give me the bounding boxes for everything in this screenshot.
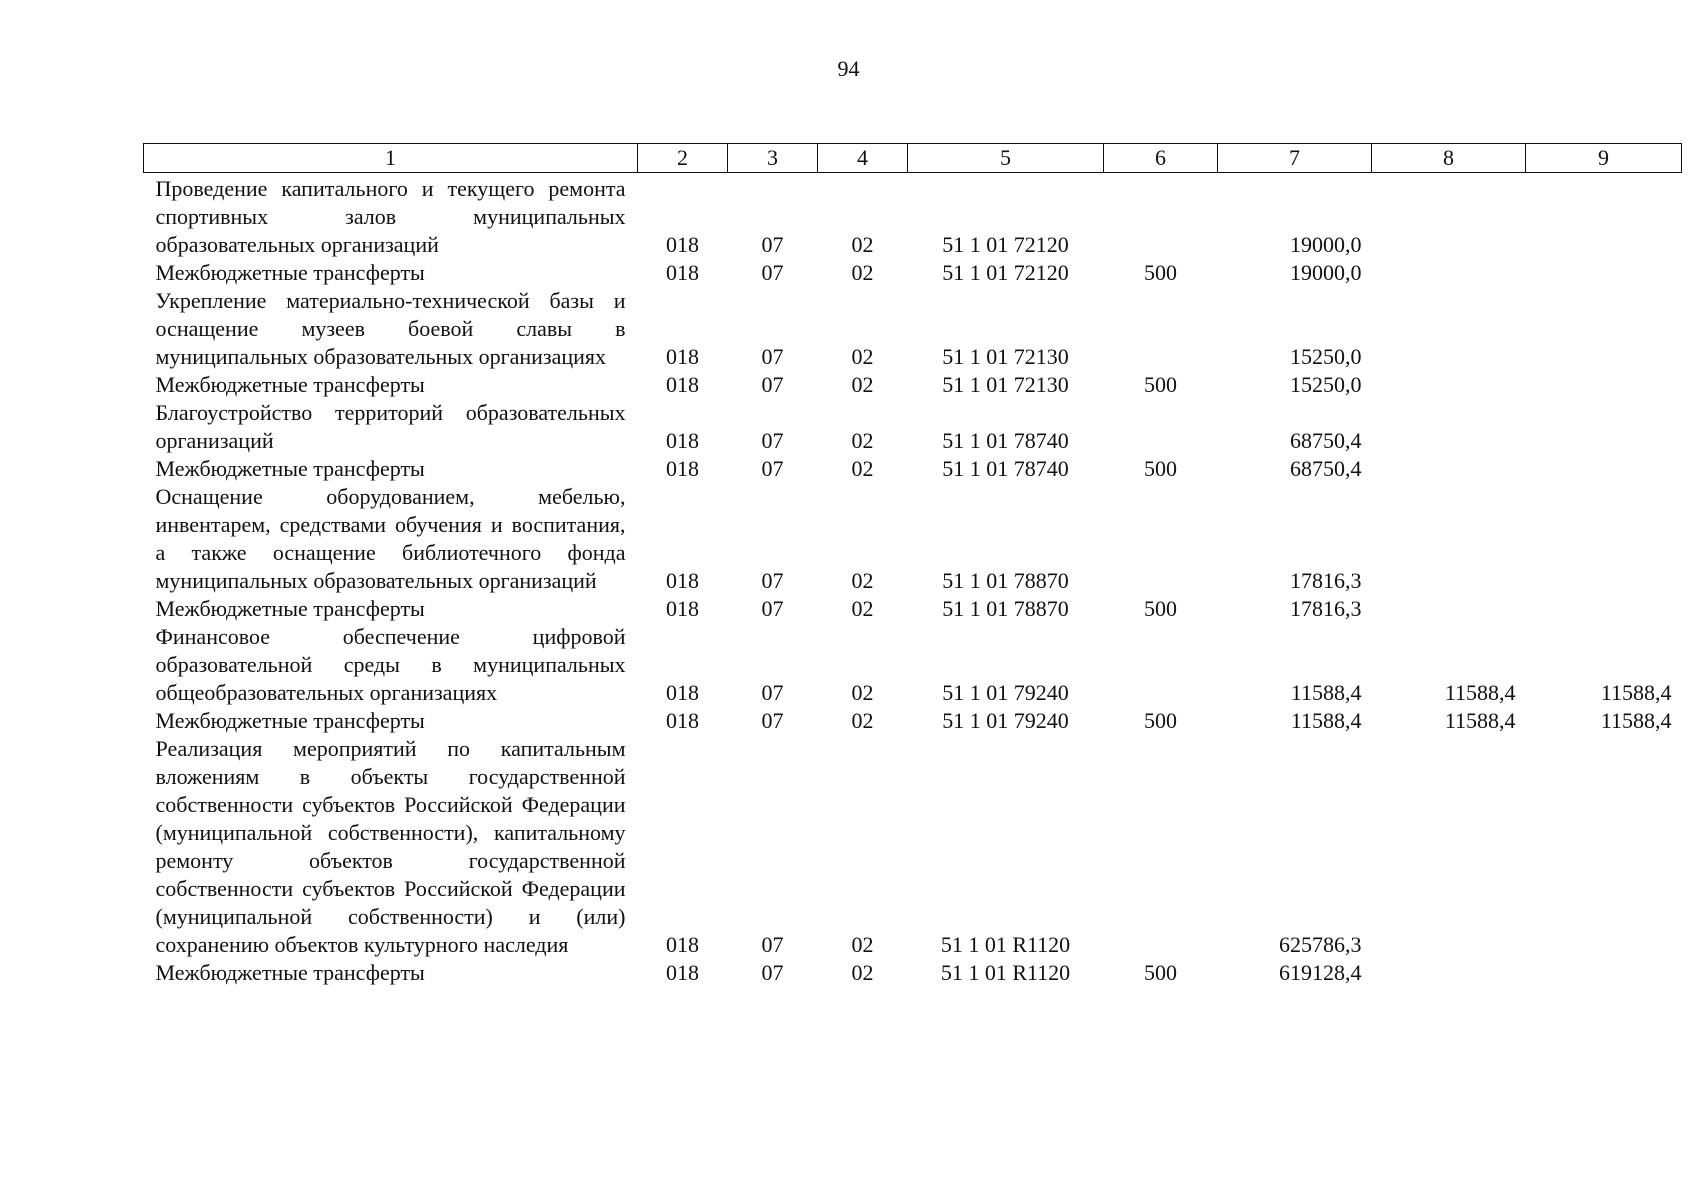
row-amount-col7: 11588,4 [1290, 708, 1362, 733]
row-amount-col7: 19000,0 [1290, 232, 1362, 257]
row-expense-type [1104, 483, 1218, 595]
row-ministry-code: 018 [666, 680, 699, 705]
row-section-code: 07 [761, 596, 784, 621]
table-row [144, 483, 1682, 595]
row-amount-col8: 11588,4 [1444, 680, 1516, 705]
row-amount-col7: 15250,0 [1290, 372, 1362, 397]
row-ministry-code: 018 [666, 932, 699, 957]
row-expense-type [1104, 735, 1218, 959]
row-target-code: 51 1 01 78870 [942, 568, 1069, 593]
row-name: Межбюджетные трансферты [155, 260, 425, 285]
row-section-code: 07 [761, 960, 784, 985]
row-target-code: 51 1 01 79240 [942, 680, 1069, 705]
row-expense-type: 500 [1144, 596, 1177, 621]
row-amount-col7: 619128,4 [1279, 960, 1362, 985]
header-col-2: 2 [638, 144, 728, 173]
row-amount-col9 [1526, 173, 1682, 260]
row-amount-col8 [1372, 735, 1526, 959]
row-expense-type [1104, 399, 1218, 455]
row-amount-col7: 68750,4 [1290, 428, 1362, 453]
row-name: Межбюджетные трансферты [155, 456, 425, 481]
row-name: Реализация мероприятий по капитальным вложениям в объекты государственной собственности субъектов Российской Федерации (муниципальной собственности), капитальному ремонту объектов государственной собственности субъектов Российской Федерации (муниципальной собственности) и (или) сохранению объектов культурного наследия [155, 736, 626, 957]
row-target-code: 51 1 01 79240 [942, 708, 1069, 733]
row-amount-col9 [1526, 399, 1682, 455]
page-number: 94 [837, 56, 860, 81]
row-amount-col7: 17816,3 [1290, 568, 1362, 593]
row-target-code: 51 1 01 78740 [942, 456, 1069, 481]
row-amount-col8 [1372, 399, 1526, 455]
row-amount-col7: 15250,0 [1290, 344, 1362, 369]
row-ministry-code: 018 [666, 960, 699, 985]
row-name: Межбюджетные трансферты [155, 596, 425, 621]
row-amount-col8: 11588,4 [1444, 708, 1516, 733]
row-expense-type: 500 [1144, 708, 1177, 733]
row-amount-col8 [1372, 595, 1526, 623]
row-section-code: 07 [761, 260, 784, 285]
row-section-code: 07 [761, 428, 784, 453]
row-target-code: 51 1 01 72130 [942, 372, 1069, 397]
row-name: Межбюджетные трансферты [155, 708, 425, 733]
row-target-code: 51 1 01 R1120 [940, 932, 1071, 957]
row-amount-col7: 19000,0 [1290, 260, 1362, 285]
row-expense-type [1104, 173, 1218, 260]
row-expense-type: 500 [1144, 260, 1177, 285]
row-ministry-code: 018 [666, 428, 699, 453]
row-subsection-code: 02 [851, 344, 874, 369]
row-section-code: 07 [761, 456, 784, 481]
row-name: Межбюджетные трансферты [155, 960, 425, 985]
row-expense-type: 500 [1144, 456, 1177, 481]
row-subsection-code: 02 [851, 932, 874, 957]
header-col-9: 9 [1526, 144, 1682, 173]
row-section-code: 07 [761, 568, 784, 593]
header-col-7: 7 [1218, 144, 1372, 173]
row-amount-col9: 11588,4 [1600, 680, 1672, 705]
table-row [144, 959, 1682, 987]
row-target-code: 51 1 01 72120 [942, 232, 1069, 257]
row-name: Межбюджетные трансферты [155, 372, 425, 397]
row-name: Оснащение оборудованием, мебелью, инвентарем, средствами обучения и воспитания, а также оснащение библиотечного фонда муниципальных образовательных организаций [155, 484, 626, 593]
row-subsection-code: 02 [851, 372, 874, 397]
row-target-code: 51 1 01 72120 [942, 260, 1069, 285]
row-name: Проведение капитального и текущего ремонта спортивных залов муниципальных образовательных организаций [155, 176, 626, 257]
header-col-8: 8 [1372, 144, 1526, 173]
row-amount-col7: 68750,4 [1290, 456, 1362, 481]
row-amount-col9 [1526, 959, 1682, 987]
row-amount-col8 [1372, 259, 1526, 287]
row-section-code: 07 [761, 232, 784, 257]
table-row [144, 707, 1682, 735]
row-ministry-code: 018 [666, 344, 699, 369]
row-amount-col8 [1372, 455, 1526, 483]
budget-table [143, 143, 1682, 987]
table-row [144, 735, 1682, 959]
row-subsection-code: 02 [851, 596, 874, 621]
row-amount-col7: 17816,3 [1290, 596, 1362, 621]
row-amount-col9 [1526, 595, 1682, 623]
table-row [144, 399, 1682, 455]
header-col-3: 3 [728, 144, 818, 173]
header-col-4: 4 [818, 144, 908, 173]
row-ministry-code: 018 [666, 260, 699, 285]
row-ministry-code: 018 [666, 568, 699, 593]
row-ministry-code: 018 [666, 596, 699, 621]
row-target-code: 51 1 01 72130 [942, 344, 1069, 369]
table-row [144, 455, 1682, 483]
row-target-code: 51 1 01 78870 [942, 596, 1069, 621]
row-amount-col8 [1372, 959, 1526, 987]
row-amount-col9 [1526, 483, 1682, 595]
row-amount-col9: 11588,4 [1600, 708, 1672, 733]
row-amount-col8 [1372, 173, 1526, 260]
table-row [144, 173, 1682, 260]
row-subsection-code: 02 [851, 960, 874, 985]
row-subsection-code: 02 [851, 456, 874, 481]
table-row [144, 259, 1682, 287]
header-col-5: 5 [908, 144, 1104, 173]
row-amount-col9 [1526, 259, 1682, 287]
row-section-code: 07 [761, 932, 784, 957]
row-ministry-code: 018 [666, 708, 699, 733]
row-subsection-code: 02 [851, 428, 874, 453]
row-amount-col9 [1526, 287, 1682, 371]
row-subsection-code: 02 [851, 568, 874, 593]
table-row [144, 595, 1682, 623]
row-name: Благоустройство территорий образовательных организаций [155, 400, 626, 453]
row-subsection-code: 02 [851, 680, 874, 705]
row-name: Укрепление материально-технической базы и оснащение музеев боевой славы в муниципальных образовательных организациях [155, 288, 626, 369]
row-section-code: 07 [761, 708, 784, 733]
row-ministry-code: 018 [666, 232, 699, 257]
row-ministry-code: 018 [666, 456, 699, 481]
table-row [144, 371, 1682, 399]
row-name: Финансовое обеспечение цифровой образовательной среды в муниципальных общеобразовательных организациях [155, 624, 626, 705]
row-target-code: 51 1 01 78740 [942, 428, 1069, 453]
row-section-code: 07 [761, 344, 784, 369]
row-section-code: 07 [761, 372, 784, 397]
row-subsection-code: 02 [851, 260, 874, 285]
row-amount-col9 [1526, 735, 1682, 959]
header-col-1: 1 [144, 144, 638, 173]
row-amount-col8 [1372, 287, 1526, 371]
row-amount-col8 [1372, 483, 1526, 595]
header-col-6: 6 [1104, 144, 1218, 173]
table-row [144, 287, 1682, 371]
table-row [144, 623, 1682, 707]
row-subsection-code: 02 [851, 232, 874, 257]
row-target-code: 51 1 01 R1120 [940, 960, 1071, 985]
row-amount-col9 [1526, 455, 1682, 483]
row-expense-type: 500 [1144, 372, 1177, 397]
row-expense-type [1104, 623, 1218, 707]
row-subsection-code: 02 [851, 708, 874, 733]
row-amount-col9 [1526, 371, 1682, 399]
row-amount-col8 [1372, 371, 1526, 399]
row-expense-type [1104, 287, 1218, 371]
table-header-row [144, 144, 1682, 173]
row-ministry-code: 018 [666, 372, 699, 397]
row-expense-type: 500 [1144, 960, 1177, 985]
row-section-code: 07 [761, 680, 784, 705]
row-amount-col7: 11588,4 [1290, 680, 1362, 705]
row-amount-col7: 625786,3 [1279, 932, 1362, 957]
